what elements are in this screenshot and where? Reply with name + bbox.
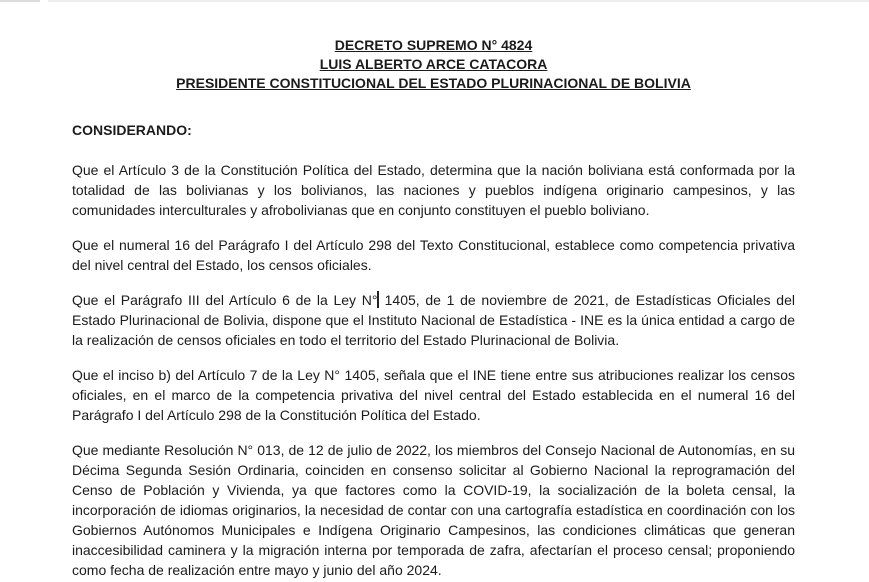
paragraph-ley-1405-after-cursor: 1405, de 1 de noviembre de 2021, de Estadísticas Oficiales del Estado Plurinacional de Bolivia, dispone que el Instituto Nacional de Estadística - INE es la única entidad a cargo de la realización de censos oficiales en todo el territorio del Estado Plurinacional de Bolivia. (72, 292, 795, 348)
decree-number-title: DECRETO SUPREMO N° 4824 (334, 37, 533, 53)
paragraph-ley-1405 (72, 290, 795, 350)
paragraph-resolucion-013: Que mediante Resolución N° 013, de 12 de julio de 2022, los miembros del Consejo Nacional de Autonomías, en su Décima Segunda Sesión Ordinaria, coinciden en consenso solicitar al Gobierno Nacional la reprogramación del Censo de Población y Vivienda, ya que factores como la COVID-19, la socialización de la boleta censal, la incorporación de idiomas originarios, la necesidad de contar con una cartografía estadística en coordinación con los Gobiernos Autónomos Municipales e Indígena Originario Campesinos, las condiciones climáticas que generan inaccesibilidad caminera y la migración interna por temporada de zafra, afectarían el proceso censal; proponiendo como fecha de realización entre mayo y junio del año 2024. (72, 442, 795, 578)
paragraph-ley-1405-before-cursor: Que el Parágrafo III del Artículo 6 de la Ley N° (72, 292, 378, 308)
paragraph-inciso-b: Que el inciso b) del Artículo 7 de la Ley N° 1405, señala que el INE tiene entre sus atribuciones realizar los censos oficiales, en el marco de la competencia privativa del nivel central del Estado establecida en el numeral 16 del Parágrafo I del Artículo 298 de la Constitución Política del Estado. (72, 367, 795, 423)
document-title-block (72, 36, 795, 93)
paragraph-articulo-3: Que el Artículo 3 de la Constitución Política del Estado, determina que la nación boliviana está conformada por la totalidad de las bolivianas y los bolivianos, las naciones y pueblos indígena originario campesinos, y las comunidades interculturales y afrobolivianas que en conjunto constituyen el pueblo boliviano. (72, 162, 795, 218)
paragraph-numeral-16: Que el numeral 16 del Parágrafo I del Artículo 298 del Texto Constitucional, establece como competencia privativa del nivel central del Estado, los censos oficiales. (72, 237, 795, 273)
window-top-edge-line (48, 0, 869, 2)
considerando-heading: CONSIDERANDO: (72, 122, 192, 138)
window-top-edge-left-segment (0, 0, 40, 2)
president-role-title: PRESIDENTE CONSTITUCIONAL DEL ESTADO PLURINACIONAL DE BOLIVIA (176, 75, 691, 91)
window-top-edge (0, 0, 869, 2)
president-name-title: LUIS ALBERTO ARCE CATACORA (319, 56, 548, 72)
